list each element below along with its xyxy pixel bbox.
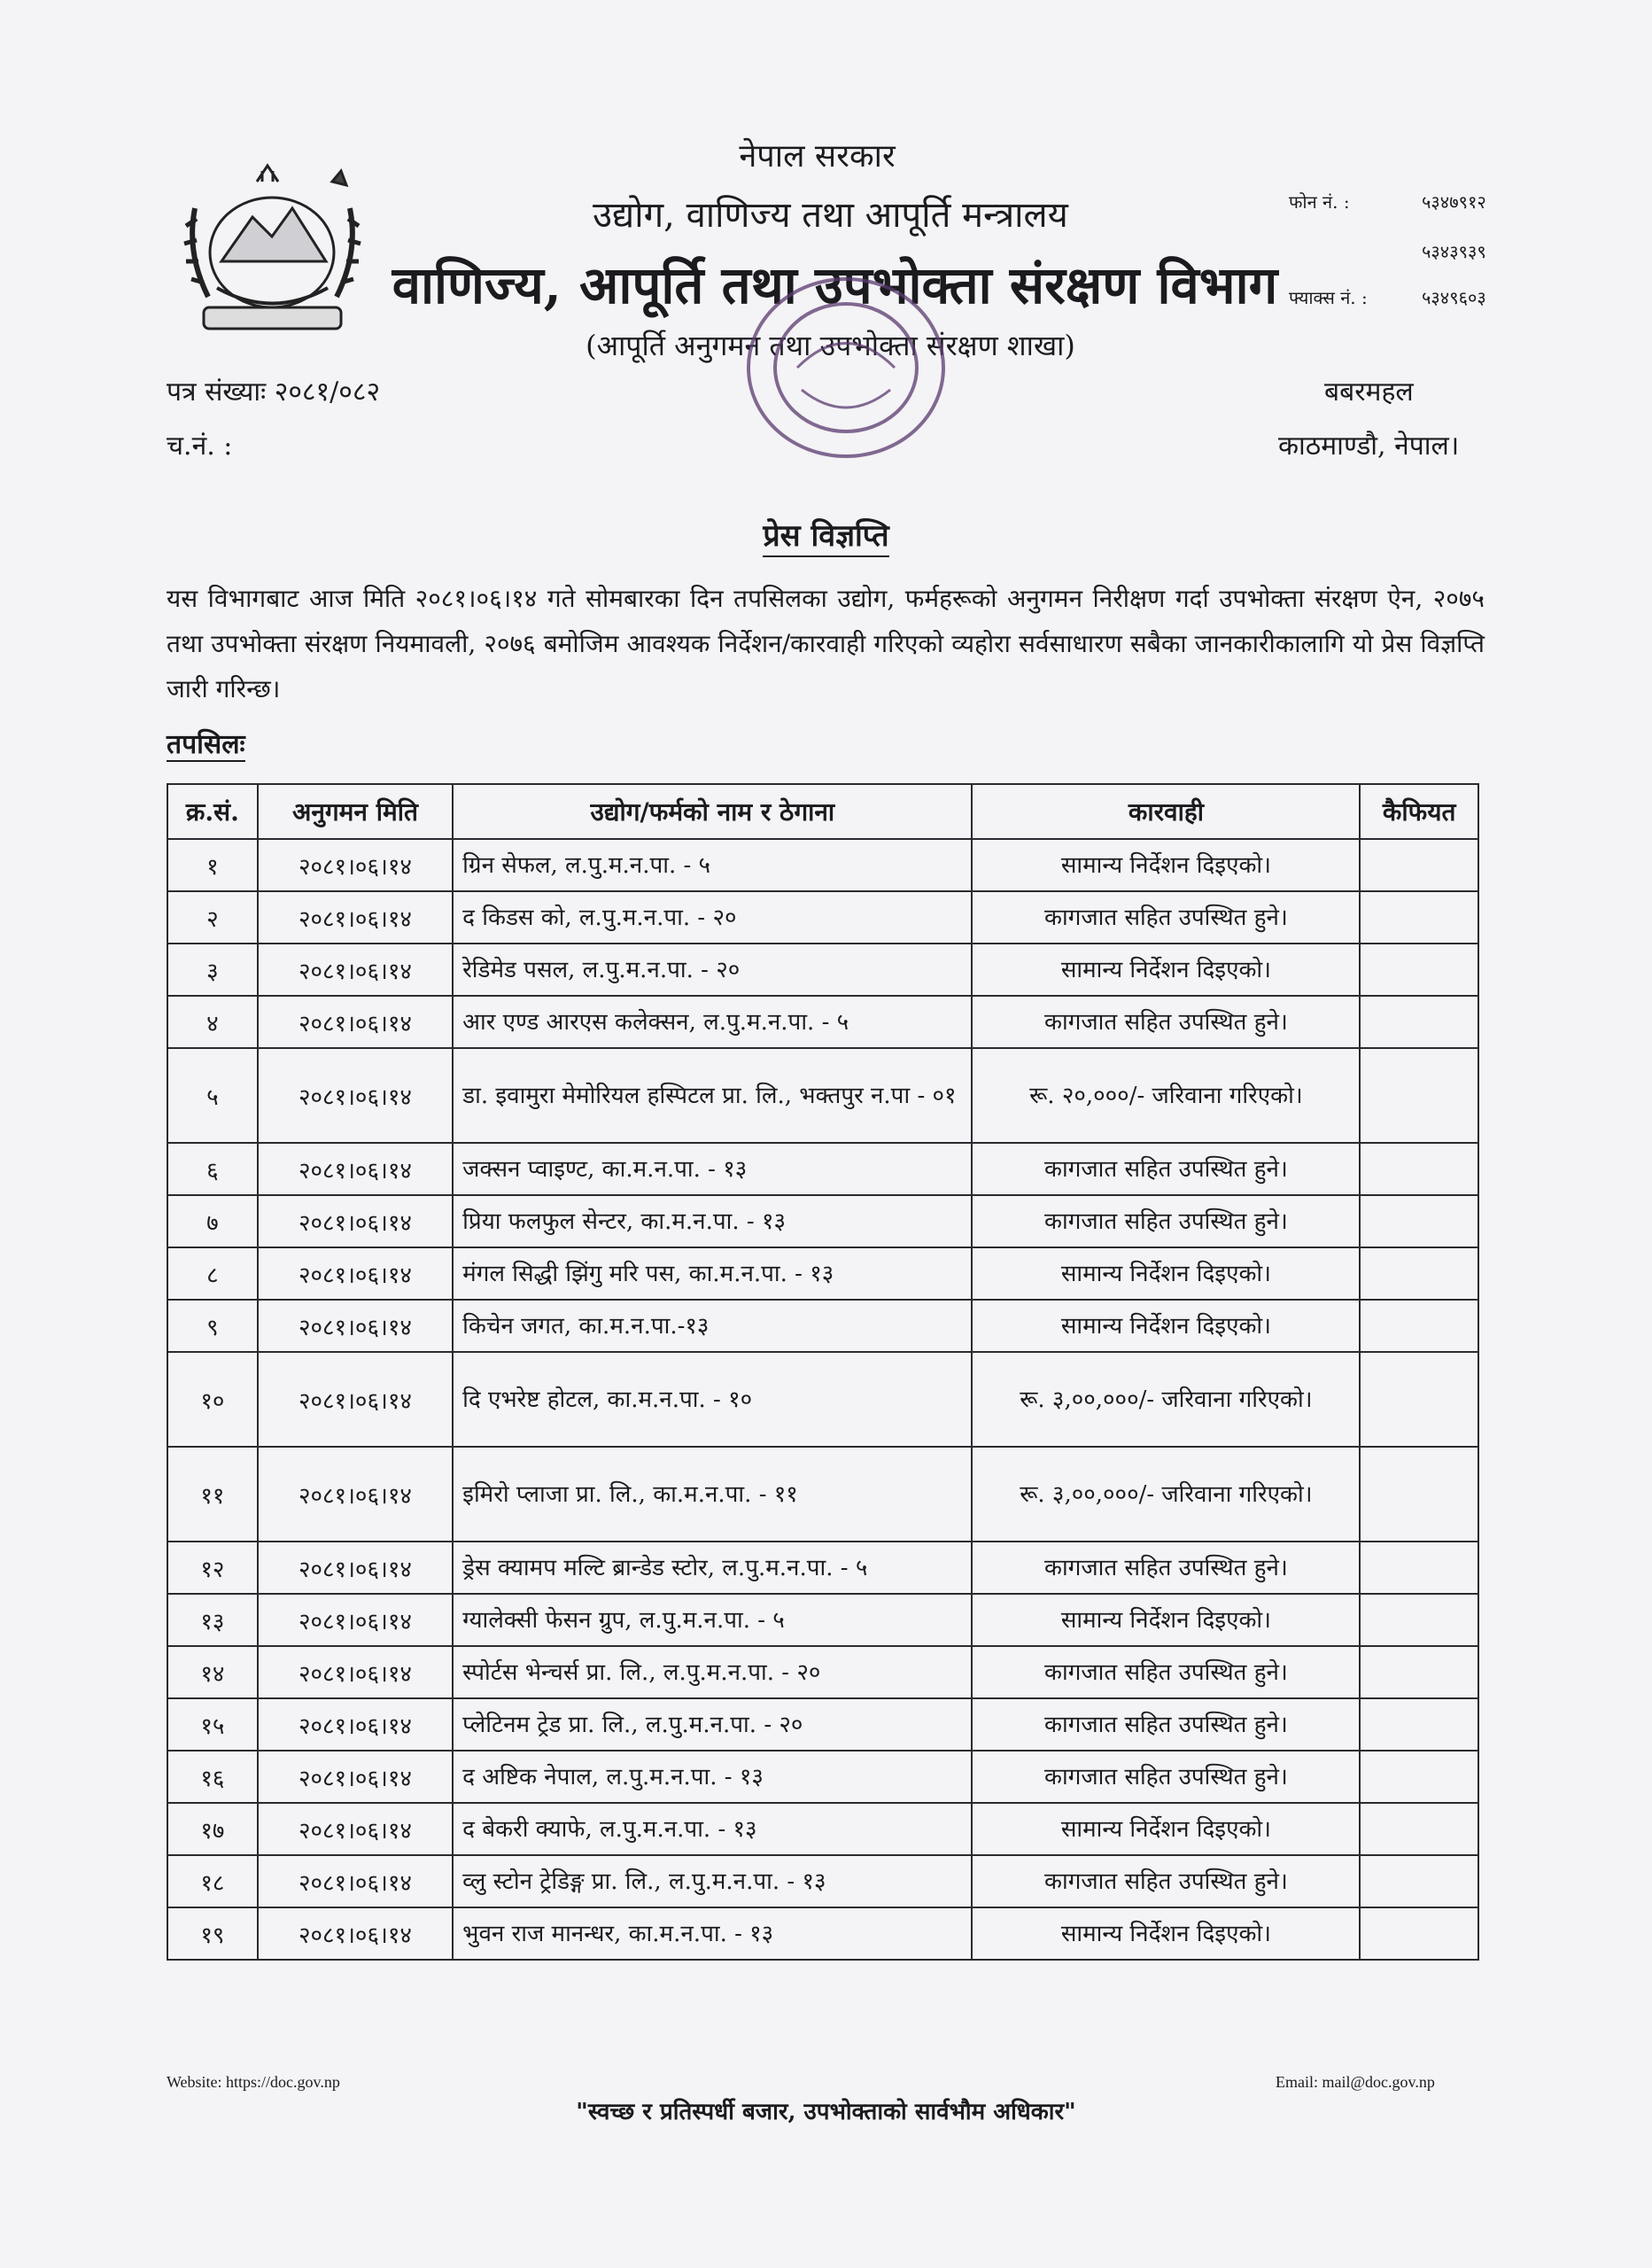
cell-sn: ६ [167, 1143, 258, 1195]
cell-firm: जक्सन प्वाइण्ट, का.म.न.पा. - १३ [453, 1143, 972, 1195]
cell-action: सामान्य निर्देशन दिइएको। [972, 1907, 1360, 1960]
cell-sn: ७ [167, 1195, 258, 1247]
cell-date: २०८१।०६।१४ [258, 1698, 453, 1751]
table-row [167, 1048, 1478, 1143]
government-name: नेपाल सरकार [739, 138, 896, 175]
cell-firm: मंगल सिद्धी झिंगु मरि पस, का.म.न.पा. - १३ [453, 1247, 972, 1300]
cell-date: २०८१।०६।१४ [258, 1646, 453, 1698]
cell-sn: ११ [167, 1447, 258, 1542]
cell-action: कागजात सहित उपस्थित हुने। [972, 1855, 1360, 1907]
cell-firm: द अष्टिक नेपाल, ल.पु.म.न.पा. - १३ [453, 1751, 972, 1803]
cell-action: सामान्य निर्देशन दिइएको। [972, 1300, 1360, 1352]
cell-date: २०८१।०६।१४ [258, 1352, 453, 1447]
place-line-1: बबरमहल [1324, 377, 1414, 408]
cell-action: कागजात सहित उपस्थित हुने। [972, 1698, 1360, 1751]
table-row [167, 1803, 1478, 1855]
cell-date: २०८१।०६।१४ [258, 1594, 453, 1646]
table-row [167, 1195, 1478, 1247]
table-row [167, 1855, 1478, 1907]
intro-paragraph: यस विभागबाट आज मिति २०८१।०६।१४ गते सोमबारका दिन तपसिलका उद्योग, फर्महरूको अनुगमन निरीक्षण गर्दा उपभोक्ता संरक्षण ऐन, २०७५ तथा उपभोक्ता संरक्षण नियमावली, २०७६ बमोजिम आवश्यक निर्देशन/कारवाही गरिएको व्यहोरा सर्वसाधारण सबैका जानकारीकालागि यो प्रेस विज्ञप्ति जारी गरिन्छ। [167, 584, 1485, 703]
cell-remark [1360, 1594, 1478, 1646]
cell-firm: इमिरो प्लाजा प्रा. लि., का.म.न.पा. - ११ [453, 1447, 972, 1542]
inspection-table [167, 783, 1479, 1961]
cell-action: सामान्य निर्देशन दिइएको। [972, 1594, 1360, 1646]
cell-firm: ग्रिन सेफल, ल.पु.म.न.पा. - ५ [453, 839, 972, 891]
cell-date: २०८१।०६।१४ [258, 996, 453, 1048]
cell-firm: द बेकरी क्याफे, ल.पु.म.न.पा. - १३ [453, 1803, 972, 1855]
cell-action: रू. २०,०००/- जरिवाना गरिएको। [972, 1048, 1360, 1143]
cell-action: कागजात सहित उपस्थित हुने। [972, 1751, 1360, 1803]
cell-remark [1360, 1352, 1478, 1447]
cell-date: २०८१।०६।१४ [258, 1300, 453, 1352]
header-date: अनुगमन मिति [258, 784, 453, 839]
cell-remark [1360, 891, 1478, 944]
cell-action: कागजात सहित उपस्थित हुने। [972, 996, 1360, 1048]
cell-date: २०८१।०६।१४ [258, 1048, 453, 1143]
fax: फ्याक्स नं. : ५३४९६०३ [1289, 287, 1486, 308]
cell-firm: भुवन राज मानन्धर, का.म.न.पा. - १३ [453, 1907, 972, 1960]
cell-action: कागजात सहित उपस्थित हुने। [972, 1143, 1360, 1195]
cell-firm: डा. इवामुरा मेमोरियल हस्पिटल प्रा. लि., भक्तपुर न.पा - ०१ [453, 1048, 972, 1143]
cell-date: २०८१।०६।१४ [258, 839, 453, 891]
cell-firm: प्रिया फलफुल सेन्टर, का.म.न.पा. - १३ [453, 1195, 972, 1247]
table-row [167, 1447, 1478, 1542]
cell-date: २०८१।०६।१४ [258, 1447, 453, 1542]
cell-action: सामान्य निर्देशन दिइएको। [972, 1247, 1360, 1300]
phone-1: फोन नं. : ५३४७९१२ [1289, 191, 1486, 213]
branch-name: (आपूर्ति अनुगमन तथा उपभोक्ता संरक्षण शाखा) [586, 329, 1075, 362]
place-line-2: काठमाण्डौ, नेपाल। [1278, 431, 1460, 462]
cell-remark [1360, 1542, 1478, 1594]
cell-firm: आर एण्ड आरएस कलेक्सन, ल.पु.म.न.पा. - ५ [453, 996, 972, 1048]
cell-action: सामान्य निर्देशन दिइएको। [972, 1803, 1360, 1855]
cell-sn: १७ [167, 1803, 258, 1855]
cell-action: कागजात सहित उपस्थित हुने। [972, 891, 1360, 944]
phone-2: ५३४३९३९ [1422, 241, 1486, 262]
cell-sn: १ [167, 839, 258, 891]
cell-date: २०८१।०६।१४ [258, 1803, 453, 1855]
cell-firm: प्लेटिनम ट्रेड प्रा. लि., ल.पु.म.न.पा. - २० [453, 1698, 972, 1751]
cell-action: कागजात सहित उपस्थित हुने। [972, 1646, 1360, 1698]
cell-date: २०८१।०६।१४ [258, 1907, 453, 1960]
cell-remark [1360, 1751, 1478, 1803]
cell-sn: १५ [167, 1698, 258, 1751]
header-action: कारवाही [972, 784, 1360, 839]
office-stamp-icon [735, 266, 957, 470]
table-row [167, 1247, 1478, 1300]
cell-firm: स्पोर्टस भेन्चर्स प्रा. लि., ल.पु.म.न.पा. - २० [453, 1646, 972, 1698]
cell-sn: १३ [167, 1594, 258, 1646]
cell-firm: व्लु स्टोन ट्रेडिङ्ग प्रा. लि., ल.पु.म.न.पा. - १३ [453, 1855, 972, 1907]
cell-sn: १९ [167, 1907, 258, 1960]
cell-date: २०८१।०६।१४ [258, 1542, 453, 1594]
cell-action: रू. ३,००,०००/- जरिवाना गरिएको। [972, 1447, 1360, 1542]
cell-sn: ८ [167, 1247, 258, 1300]
cell-remark [1360, 996, 1478, 1048]
reference-number: पत्र संख्याः २०८१/०८२ [167, 377, 381, 408]
cell-sn: ९ [167, 1300, 258, 1352]
cell-remark [1360, 1803, 1478, 1855]
table-row [167, 944, 1478, 996]
cell-sn: ५ [167, 1048, 258, 1143]
cell-firm: ड्रेस क्यामप मल्टि ब्रान्डेड स्टोर, ल.पु.म.न.पा. - ५ [453, 1542, 972, 1594]
cell-firm: दि एभरेष्ट होटल, का.म.न.पा. - १० [453, 1352, 972, 1447]
cell-action: रू. ३,००,०००/- जरिवाना गरिएको। [972, 1352, 1360, 1447]
cell-sn: १२ [167, 1542, 258, 1594]
table-row [167, 1751, 1478, 1803]
cell-date: २०८१।०६।१४ [258, 1855, 453, 1907]
cell-remark [1360, 1855, 1478, 1907]
email-text: Email: mail@doc.gov.np [1276, 2073, 1435, 2091]
header-remark: कैफियत [1360, 784, 1478, 839]
cell-date: २०८१।०६।१४ [258, 1751, 453, 1803]
cell-firm: ग्यालेक्सी फेसन ग्रुप, ल.पु.म.न.पा. - ५ [453, 1594, 972, 1646]
cell-remark [1360, 1698, 1478, 1751]
table-row [167, 1143, 1478, 1195]
cell-action: सामान्य निर्देशन दिइएको। [972, 839, 1360, 891]
table-row [167, 1907, 1478, 1960]
cell-date: २०८१।०६।१४ [258, 1195, 453, 1247]
website-text: Website: https://doc.gov.np [167, 2073, 340, 2091]
cell-sn: १८ [167, 1855, 258, 1907]
dispatch-number: च.नं. : [167, 431, 233, 462]
cell-action: सामान्य निर्देशन दिइएको। [972, 944, 1360, 996]
table-row [167, 1352, 1478, 1447]
cell-remark [1360, 1646, 1478, 1698]
department-name: वाणिज्य, आपूर्ति तथा उपभोक्ता संरक्षण विभाग [392, 255, 1278, 315]
cell-remark [1360, 1048, 1478, 1143]
cell-sn: २ [167, 891, 258, 944]
table-body [167, 839, 1478, 1960]
cell-date: २०८१।०६।१४ [258, 944, 453, 996]
cell-date: २०८१।०६।१४ [258, 1143, 453, 1195]
table-row [167, 1542, 1478, 1594]
press-release-title: प्रेस विज्ञप्ति [0, 514, 1652, 555]
cell-remark [1360, 1247, 1478, 1300]
cell-firm: किचेन जगत, का.म.न.पा.-१३ [453, 1300, 972, 1352]
cell-remark [1360, 1907, 1478, 1960]
table-row [167, 1698, 1478, 1751]
cell-sn: १० [167, 1352, 258, 1447]
cell-sn: १६ [167, 1751, 258, 1803]
ministry-name: उद्योग, वाणिज्य तथा आपूर्ति मन्त्रालय [593, 195, 1068, 236]
header-firm: उद्योग/फर्मको नाम र ठेगाना [453, 784, 972, 839]
table-row [167, 891, 1478, 944]
cell-remark [1360, 944, 1478, 996]
table-row [167, 1300, 1478, 1352]
table-header-row [167, 784, 1478, 839]
table-row [167, 1646, 1478, 1698]
cell-action: कागजात सहित उपस्थित हुने। [972, 1542, 1360, 1594]
cell-remark [1360, 1195, 1478, 1247]
table-row [167, 1594, 1478, 1646]
cell-remark [1360, 1143, 1478, 1195]
cell-date: २०८१।०६।१४ [258, 1247, 453, 1300]
cell-remark [1360, 1300, 1478, 1352]
table-row [167, 839, 1478, 891]
cell-sn: ३ [167, 944, 258, 996]
header-sn: क्र.सं. [167, 784, 258, 839]
cell-sn: ४ [167, 996, 258, 1048]
cell-remark [1360, 839, 1478, 891]
details-label: तपसिलः [167, 729, 245, 760]
cell-firm: द किडस को, ल.पु.म.न.पा. - २० [453, 891, 972, 944]
cell-sn: १४ [167, 1646, 258, 1698]
cell-date: २०८१।०६।१४ [258, 891, 453, 944]
cell-action: कागजात सहित उपस्थित हुने। [972, 1195, 1360, 1247]
cell-firm: रेडिमेड पसल, ल.पु.म.न.पा. - २० [453, 944, 972, 996]
slogan: "स्वच्छ र प्रतिस्पर्धी बजार, उपभोक्ताको सार्वभौम अधिकार" [576, 2099, 1076, 2125]
cell-remark [1360, 1447, 1478, 1542]
table-row [167, 996, 1478, 1048]
